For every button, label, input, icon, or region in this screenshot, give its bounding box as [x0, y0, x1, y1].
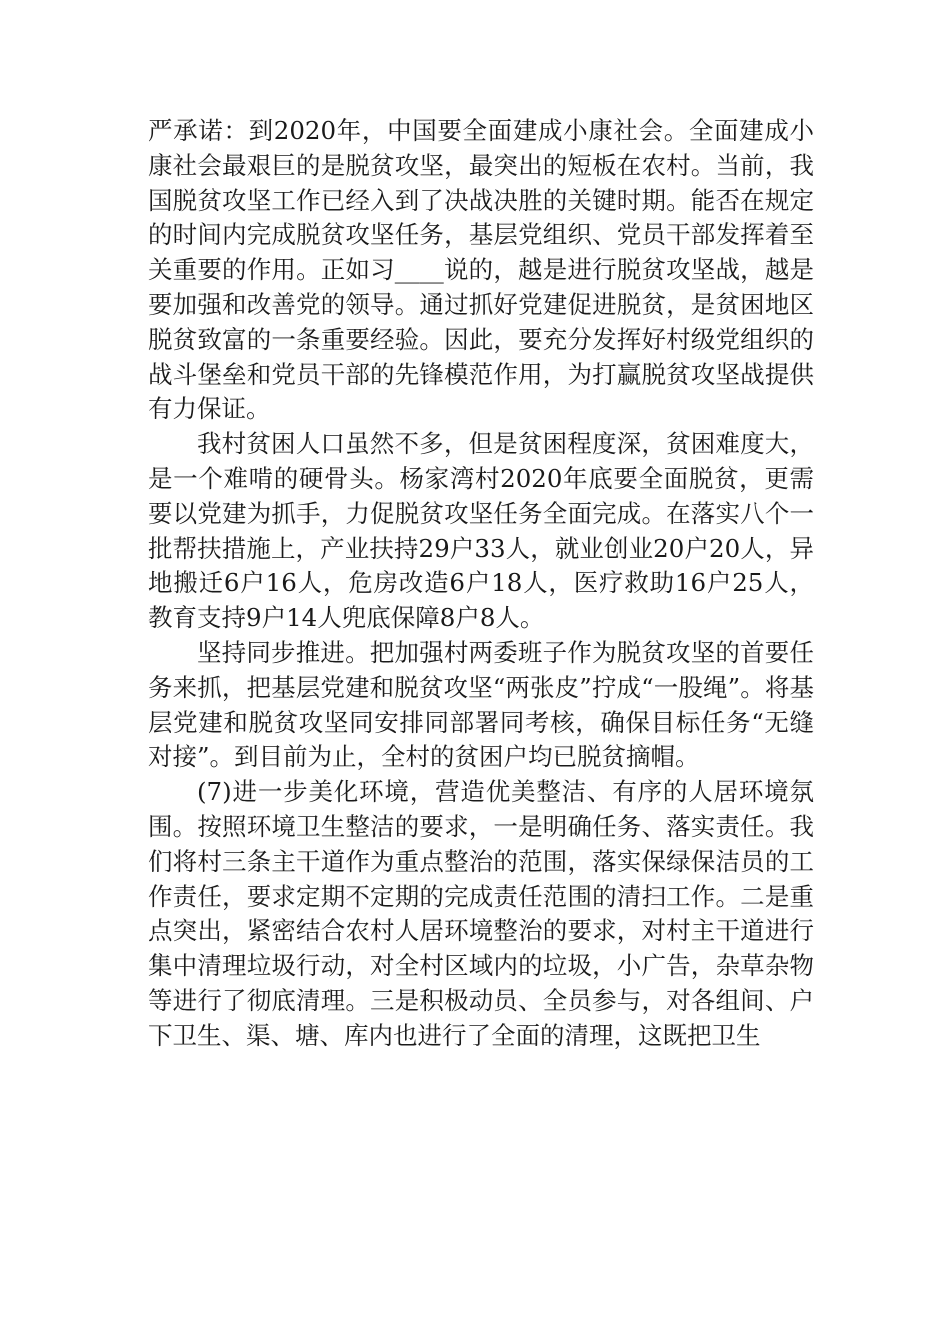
paragraph-poverty-status: 我村贫困人口虽然不多，但是贫困程度深，贫困难度大，是一个难啃的硬骨头。杨家湾村2020年底要全面脱贫，更需要以党建为抓手，力促脱贫攻坚任务全面完成。在落实八个一批帮扶措施上，产业扶持29户33人，就业创业20户20人，异地搬迁6户16人，危房改造6户18人，医疗救助16户25人，教育支持9户14人兜底保障8户8人。	[148, 429, 814, 633]
paragraph-commitment: 严承诺：到2020年，中国要全面建成小康社会。全面建成小康社会最艰巨的是脱贫攻坚，最突出的短板在农村。当前，我国脱贫攻坚工作已经入到了决战决胜的关键时期。能否在规定的时间内完成脱贫攻坚任务，基层党组织、党员干部发挥着至关重要的作用。正如习____说的，越是进行脱贫攻坚战，越是要加强和改善党的领导。通过抓好党建促进脱贫，是贫困地区脱贫致富的一条重要经验。因此，要充分发挥好村级党组织的战斗堡垒和党员干部的先锋模范作用，为打赢脱贫攻坚战提供有力保证。	[148, 116, 814, 424]
document-page	[148, 114, 814, 1054]
paragraph-synchronous-progress: 坚持同步推进。把加强村两委班子作为脱贫攻坚的首要任务来抓，把基层党建和脱贫攻坚“两张皮”拧成“一股绳”。将基层党建和脱贫攻坚同安排同部署同考核，确保目标任务“无缝对接”。到目前为止，全村的贫困户均已脱贫摘帽。	[148, 637, 814, 772]
paragraph-environment: (7)进一步美化环境，营造优美整洁、有序的人居环境氛围。按照环境卫生整洁的要求，一是明确任务、落实责任。我们将村三条主干道作为重点整治的范围，落实保绿保洁员的工作责任，要求定期不定期的完成责任范围的清扫工作。二是重点突出，紧密结合农村人居环境整治的要求，对村主干道进行集中清理垃圾行动，对全村区域内的垃圾，小广告，杂草杂物等进行了彻底清理。三是积极动员、全员参与，对各组间、户下卫生、渠、塘、库内也进行了全面的清理，这既把卫生	[148, 777, 814, 1050]
